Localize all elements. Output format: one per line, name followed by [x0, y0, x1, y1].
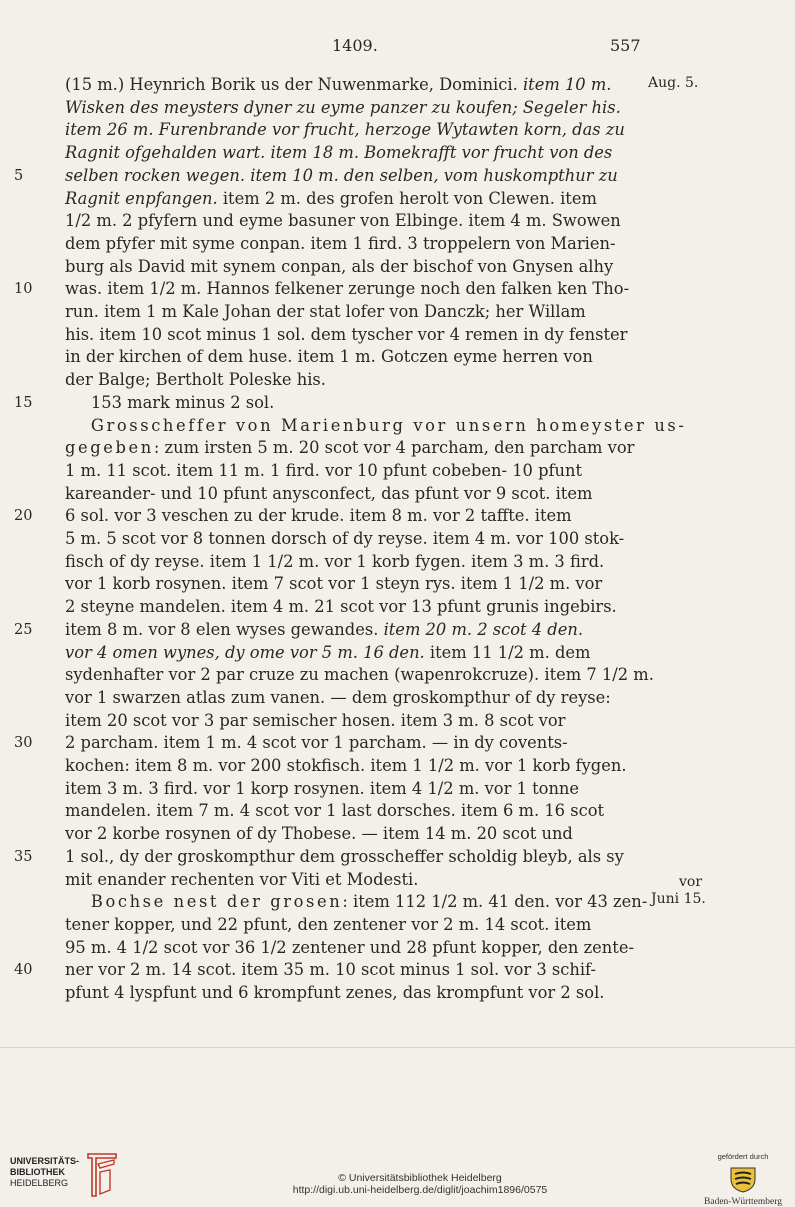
text-line: [65, 664, 654, 686]
page-number: 557: [610, 36, 641, 55]
text-line: [65, 301, 645, 323]
text-segment: Wisken des meysters dyner zu eyme panzer zu koufen; Segeler his.: [65, 97, 621, 117]
text-line: [65, 687, 645, 709]
text-line: [65, 551, 645, 573]
text-line: [65, 732, 645, 754]
text-line: [65, 210, 645, 232]
text-line: [65, 483, 645, 505]
text-line: [65, 528, 645, 550]
text-segment: Bochse nest der grosen: [90, 892, 343, 912]
text-segment: item 20 scot vor 3 par semischer hosen. item 3 m. 8 scot vor: [65, 710, 566, 730]
text-line: [65, 642, 645, 664]
text-segment: selben rocken wegen. item 10 m. den selben, vom huskompthur zu: [65, 165, 618, 185]
coat-of-arms-icon: [726, 1165, 760, 1193]
text-segment: 95 m. 4 1/2 scot vor 36 1/2 zentener und 28 pfunt kopper, den zente-: [65, 937, 634, 957]
copyright-text: © Universitätsbibliothek Heidelberg: [338, 1172, 502, 1184]
line-number: 10: [14, 281, 33, 298]
text-segment: gegeben: [65, 438, 154, 458]
page-header: [0, 36, 795, 58]
text-segment: burg als David mit synem conpan, als der bischof von Gnysen alhy: [65, 256, 614, 276]
text-line: [65, 914, 645, 936]
text-segment: mit enander rechenten vor Viti et Modesti.: [65, 869, 419, 889]
text-segment: Ragnit enpfangen.: [65, 188, 218, 208]
text-line: [65, 460, 645, 482]
funded-by-label: gefördert durch: [717, 1152, 769, 1161]
text-segment: vor 4 omen wynes, dy ome vor 5 m. 16 den.: [65, 642, 425, 662]
text-segment: : item 112 1/2 m. 41 den. vor 43 zen-: [342, 892, 648, 912]
text-segment: 1 m. 11 scot. item 11 m. 1 fird. vor 10 pfunt cobeben- 10 pfunt: [65, 460, 583, 480]
text-line: [65, 415, 687, 437]
text-segment: 2 steyne mandelen. item 4 m. 21 scot vor 13 pfunt grunis ingebirs.: [65, 597, 617, 617]
text-segment: vor 2 korbe rosynen of dy Thobese. — item 14 m. 20 scot und: [65, 824, 573, 844]
text-segment: item 11 1/2 m. dem: [424, 642, 591, 662]
text-line: [65, 392, 645, 414]
text-segment: kochen: item 8 m. vor 200 stokfisch. item 1 1/2 m. vor 1 korb fygen.: [65, 756, 627, 775]
text-segment: item 20 m. 2 scot 4 den.: [383, 619, 584, 639]
text-line: [65, 778, 645, 800]
text-line: [65, 188, 645, 210]
text-segment: [65, 892, 91, 911]
text-segment: 2 parcham. item 1 m. 4 scot vor 1 parcham. — in dy covents-: [65, 733, 568, 753]
margin-note-date: Aug. 5.: [648, 75, 699, 91]
line-number: 15: [14, 394, 33, 411]
text-segment: his. item 10 scot minus 1 sol. dem tyscher vor 4 remen in dy fenster: [65, 324, 628, 344]
text-segment: (15 m.) Heynrich Borik us der Nuwenmarke, Dominici.: [65, 75, 523, 94]
text-segment: item 10 m.: [522, 75, 612, 94]
text-segment: item 2 m. des grofen herolt von Clewen. item: [217, 188, 597, 208]
text-segment: fisch of dy reyse. item 1 1/2 m. vor 1 korb fygen. item 3 m. 3 fird.: [65, 551, 605, 571]
text-line: [65, 710, 645, 732]
text-segment: mandelen. item 7 m. 4 scot vor 1 last dorsches. item 6 m. 16 scot: [65, 801, 605, 821]
text-segment: in der kirchen of dem huse. item 1 m. Gotczen eyme herren von: [65, 347, 593, 367]
text-segment: item 3 m. 3 fird. vor 1 korp rosynen. item 4 1/2 m. vor 1 tonne: [65, 778, 580, 798]
text-line: [65, 437, 645, 459]
text-segment: Ragnit ofgehalden wart. item 18 m. Bomekrafft vor frucht von des: [65, 143, 613, 163]
text-segment: was. item 1/2 m. Hannos felkener zerunge noch den falken ken Tho-: [65, 279, 630, 299]
line-number: 40: [14, 962, 33, 979]
line-number: 30: [14, 735, 33, 752]
text-segment: 1/2 m. 2 pfyfern und eyme basuner von Elbinge. item 4 m. Swowen: [65, 211, 621, 231]
library-name: UNIVERSITÄTS-: [10, 1156, 80, 1166]
footer-divider: [0, 1047, 795, 1048]
text-line: [65, 869, 645, 891]
text-line: [65, 119, 645, 141]
source-url-link[interactable]: http://digi.ub.uni-heidelberg.de/diglit/joachim1896/0575: [292, 1184, 548, 1196]
text-line: [65, 97, 645, 119]
text-segment: tener kopper, und 22 pfunt, den zentener vor 2 m. 14 scot. item: [65, 914, 592, 934]
text-line: [65, 800, 645, 822]
text-line: [65, 937, 645, 959]
text-line: [65, 346, 645, 368]
line-number: 5: [14, 167, 24, 184]
text-line: [65, 142, 645, 164]
text-segment: 6 sol. vor 3 veschen zu der krude. item 8 m. vor 2 taffte. item: [65, 506, 572, 526]
line-number: 25: [14, 621, 33, 638]
text-segment: 5 m. 5 scot vor 8 tonnen dorsch of dy reyse. item 4 m. vor 100 stok-: [65, 529, 625, 548]
text-line: [65, 982, 645, 1004]
text-line: [65, 959, 645, 981]
text-segment: 1 sol., dy der groskompthur dem grosscheffer scholdig bleyb, als sy: [65, 846, 624, 866]
text-line: [65, 369, 645, 391]
library-name: BIBLIOTHEK: [10, 1167, 65, 1177]
text-segment: pfunt 4 lyspfunt und 6 krompfunt zenes, das krompfunt vor 2 sol.: [65, 983, 605, 1002]
text-segment: dem pfyfer mit syme conpan. item 1 fird. 3 troppelern von Marien-: [65, 233, 616, 253]
text-segment: : zum irsten 5 m. 20 scot vor 4 parcham, den parcham vor: [153, 438, 635, 458]
text-line: [65, 891, 648, 913]
text-line: [65, 233, 645, 255]
text-segment: ner vor 2 m. 14 scot. item 35 m. 10 scot minus 1 sol. vor 3 schif-: [65, 960, 596, 980]
line-number: 20: [14, 508, 33, 525]
text-line: [65, 596, 645, 618]
text-line: [65, 823, 645, 845]
footer-credits: [220, 1172, 620, 1196]
text-line: [65, 846, 645, 868]
text-segment: Grosscheffer von Marienburg vor unsern homeyster us-: [90, 415, 687, 435]
margin-note-vor: vor: [679, 874, 703, 890]
funder-name: Baden-Württemberg: [704, 1197, 782, 1207]
text-segment: run. item 1 m Kale Johan der stat lofer von Danczk; her Willam: [65, 302, 586, 321]
text-line: [65, 165, 645, 187]
library-emblem-icon: [82, 1150, 122, 1200]
margin-note-date: Juni 15.: [651, 891, 706, 907]
text-line: [65, 324, 645, 346]
text-line: [65, 278, 645, 300]
funder-block: [696, 1152, 790, 1207]
text-line: [65, 256, 645, 278]
text-segment: [65, 416, 91, 435]
text-line: [65, 573, 645, 595]
text-line: [65, 619, 645, 641]
line-number: 35: [14, 848, 33, 865]
text-segment: item 8 m. vor 8 elen wyses gewandes.: [65, 619, 384, 639]
text-line: [65, 755, 645, 777]
text-segment: vor 1 swarzen atlas zum vanen. — dem groskompthur of dy reyse:: [65, 687, 611, 707]
header-year: 1409.: [332, 36, 378, 55]
text-segment: der Balge; Bertholt Poleske his.: [65, 370, 326, 390]
text-line: [65, 74, 645, 96]
text-segment: sydenhafter vor 2 par cruze zu machen (wapenrokcruze). item 7 1/2 m.: [65, 665, 654, 685]
text-segment: 153 mark minus 2 sol.: [65, 392, 275, 412]
text-line: [65, 505, 645, 527]
library-name: HEIDELBERG: [10, 1178, 69, 1188]
text-segment: vor 1 korb rosynen. item 7 scot vor 1 steyn rys. item 1 1/2 m. vor: [65, 574, 603, 594]
text-segment: kareander- und 10 pfunt anysconfect, das pfunt vor 9 scot. item: [65, 483, 593, 503]
text-segment: item 26 m. Furenbrande vor frucht, herzoge Wytawten korn, das zu: [65, 120, 625, 140]
library-logo: [10, 1150, 140, 1200]
